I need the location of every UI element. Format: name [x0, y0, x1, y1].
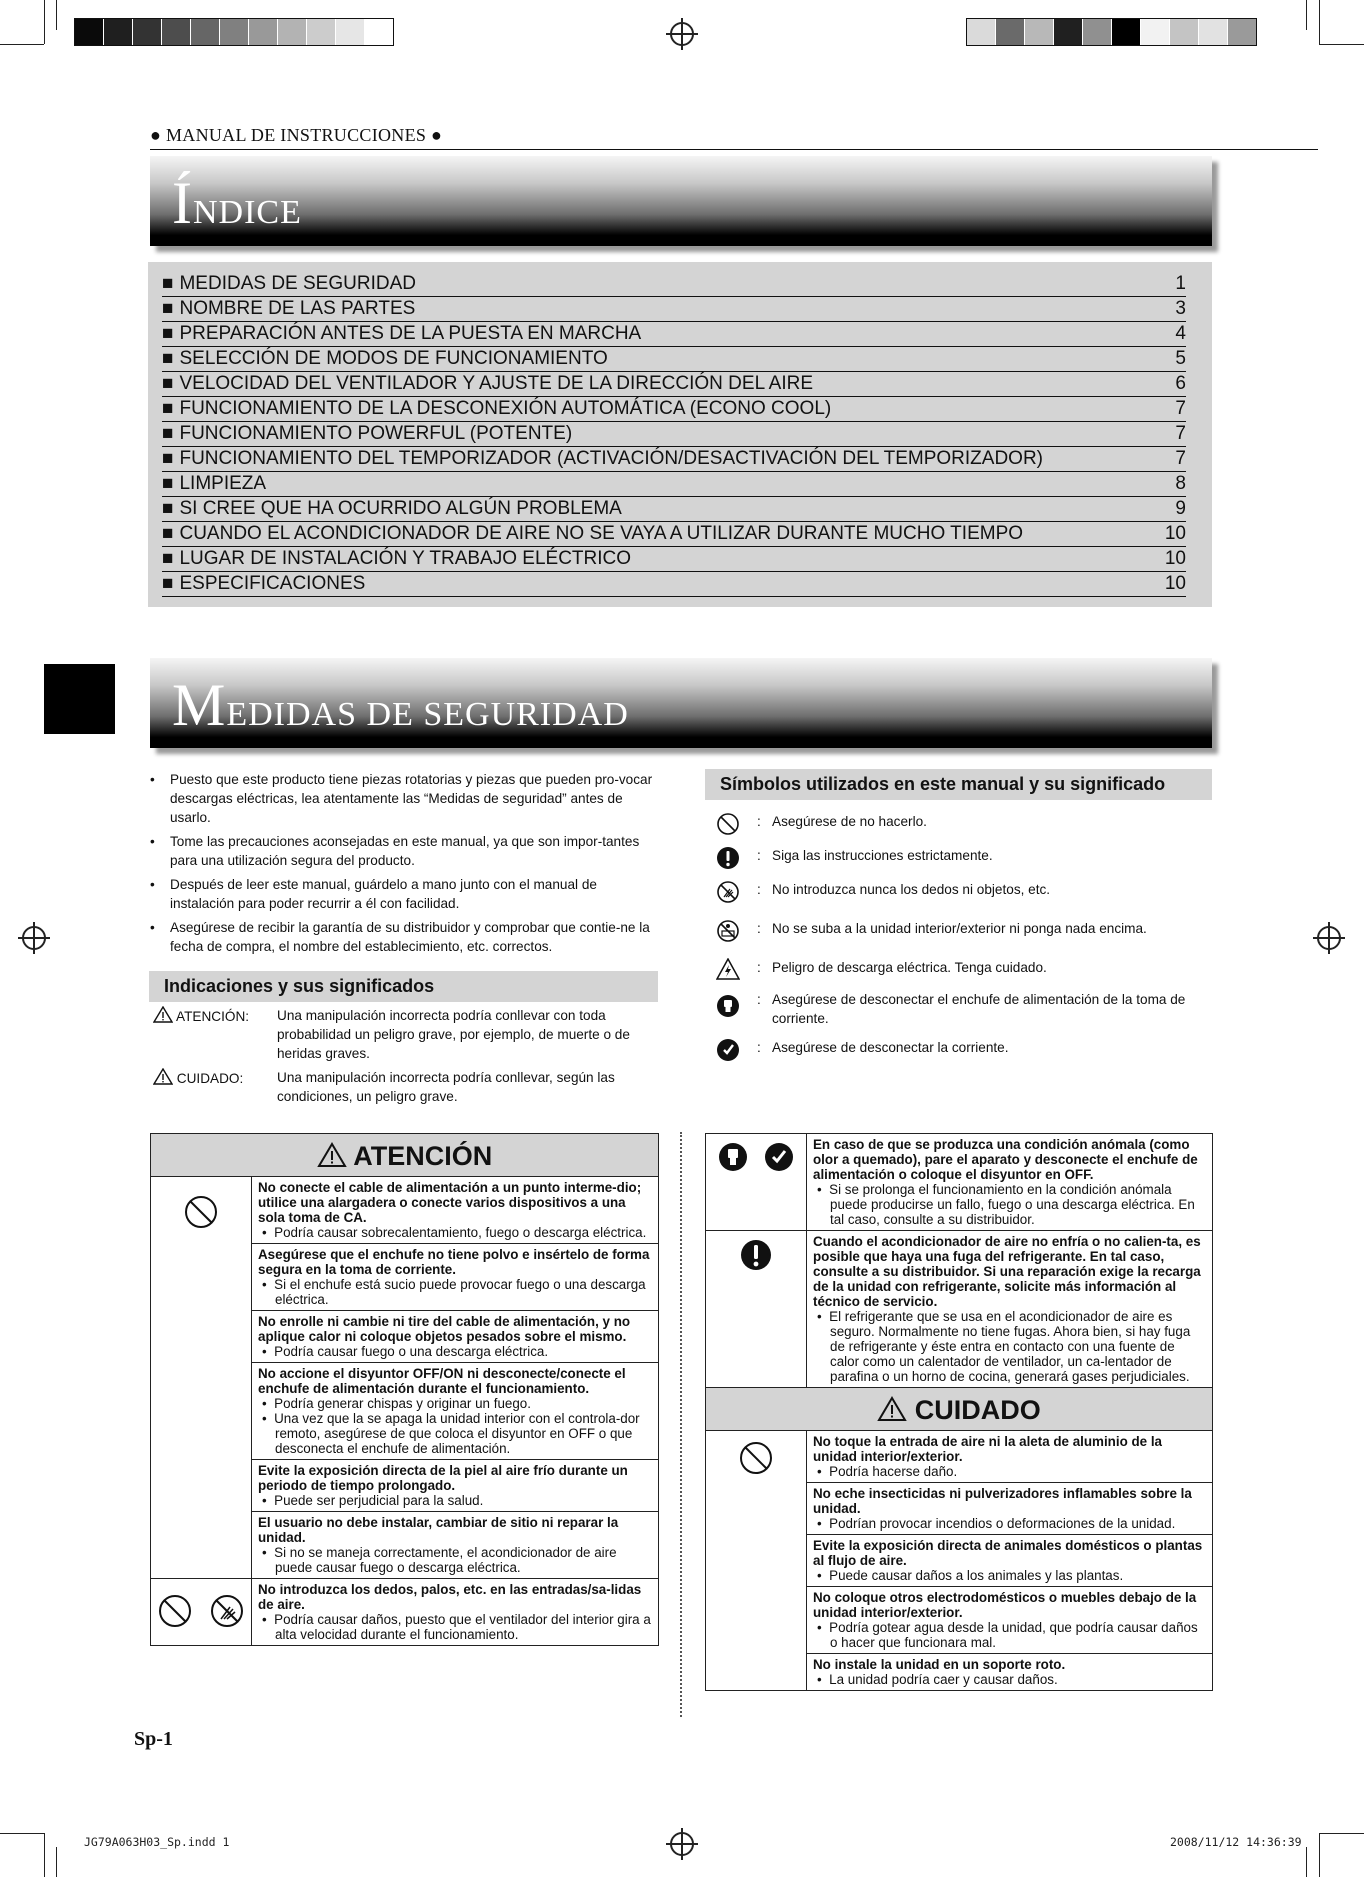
electric-shock-warning-icon — [716, 958, 740, 980]
icons-cell — [706, 1134, 807, 1231]
file-slug: JG79A063H03_Sp.indd 1 — [84, 1835, 230, 1849]
caution-item: No eche insecticidas ni pulverizadores inflamables sobre la unidad. • Podrían provocar incendios o deformaciones de la unidad. — [807, 1483, 1213, 1535]
unplug-icon — [716, 994, 740, 1018]
atencion-title: ATENCIÓN — [151, 1134, 659, 1177]
section-tab — [44, 664, 115, 734]
symbol-row: : Asegúrese de desconectar el enchufe de alimentación de la toma de corriente. — [716, 990, 1216, 1030]
prohibited-icon — [184, 1195, 218, 1229]
crop-mark — [1319, 1833, 1320, 1877]
color-bar-left — [74, 18, 394, 46]
warning-item: Asegúrese que el enchufe no tiene polvo e insértelo de forma segura en la toma de corriente. • Si el enchufe está sucio puede provocar fuego o una descarga eléctrica. — [252, 1244, 659, 1311]
index-title: ÍNDICE — [172, 170, 302, 236]
caution-item: No instale la unidad en un soporte roto. • La unidad podría caer y causar daños. — [807, 1654, 1213, 1691]
index-banner — [150, 156, 1212, 246]
crop-mark — [1306, 1847, 1307, 1877]
prohibited-icon — [158, 1594, 192, 1628]
icons-cell — [151, 1579, 252, 1646]
crop-mark — [1306, 0, 1307, 30]
registration-mark — [670, 1832, 694, 1856]
warning-triangle-icon — [153, 1006, 173, 1023]
safety-title: MEDIDAS DE SEGURIDAD — [172, 672, 629, 738]
crop-mark — [0, 1833, 44, 1834]
icons-cell — [706, 1231, 807, 1388]
crop-mark — [1319, 44, 1364, 45]
symbol-row: : Siga las instrucciones estrictamente. — [716, 846, 1216, 870]
warning-item: En caso de que se produzca una condición anómala (como olor a quemado), pare el aparato y desconecte el enchufe de alimentación o coloque el disyuntor en OFF. • Si se prolonga el funcionamiento en la condición anómala puede producirse un fallo, fuego o una descarga eléctrica. En tal caso, consulte a su distribuidor. — [807, 1134, 1213, 1231]
crop-mark — [56, 1847, 57, 1877]
toc-row[interactable]: ■ LUGAR DE INSTALACIÓN Y TRABAJO ELÉCTRICO 10 — [162, 547, 1186, 572]
color-bar-right — [966, 18, 1257, 46]
prohibited-icon — [739, 1441, 773, 1475]
column-divider — [680, 1132, 682, 1717]
safety-banner — [150, 658, 1212, 748]
indications-heading: Indicaciones y sus significados — [149, 971, 658, 1002]
caution-item: No coloque otros electrodomésticos o muebles debajo de la unidad interior/exterior. • Podría gotear agua desde la unidad, que podría causar daños o hacer que funcionara mal. — [807, 1587, 1213, 1654]
toc-row[interactable]: ■ VELOCIDAD DEL VENTILADOR Y AJUSTE DE LA DIRECCIÓN DEL AIRE 6 — [162, 372, 1186, 397]
symbol-row: : No introduzca nunca los dedos ni objetos, etc. — [716, 880, 1216, 904]
indication-row: CUIDADO: Una manipulación incorrecta podría conllevar, según las condiciones, un peligro grave. — [153, 1068, 661, 1108]
warning-triangle-icon — [317, 1142, 347, 1168]
warning-item: Evite la exposición directa de la piel al aire frío durante un periodo de tiempo prolongado. • Puede ser perjudicial para la salud. — [252, 1460, 659, 1512]
warning-triangle-icon — [153, 1068, 173, 1085]
header-rule — [150, 149, 1318, 150]
disconnect-power-icon — [716, 1038, 740, 1062]
crop-mark — [56, 0, 57, 30]
warning-item: El usuario no debe instalar, cambiar de sitio ni reparar la unidad. • Si no se maneja correctamente, el acondicionador de aire puede causar fuego o descarga eléctrica. — [252, 1512, 659, 1579]
registration-mark — [670, 22, 694, 46]
prohibited-icon-cell — [706, 1431, 807, 1691]
right-warning-table — [705, 1133, 1213, 1691]
caution-item: No toque la entrada de aire ni la aleta de aluminio de la unidad interior/exterior. • Podría hacerse daño. — [807, 1431, 1213, 1483]
mandatory-icon — [740, 1239, 772, 1271]
print-datetime: 2008/11/12 14:36:39 — [1170, 1835, 1302, 1849]
no-fingers-icon — [716, 880, 740, 904]
toc-row[interactable]: ■ FUNCIONAMIENTO DE LA DESCONEXIÓN AUTOMÁTICA (ECONO COOL) 7 — [162, 397, 1186, 422]
no-climbing-icon — [716, 919, 740, 943]
cuidado-title: CUIDADO — [706, 1388, 1213, 1431]
crop-mark — [1319, 0, 1320, 44]
intro-bullet: • Puesto que este producto tiene piezas rotatorias y piezas que pueden pro-vocar descargas eléctricas, lea atentamente las “Medidas de seguridad” antes de usarlo. — [150, 772, 653, 825]
symbol-row: : Peligro de descarga eléctrica. Tenga cuidado. — [716, 958, 1216, 982]
toc-row[interactable]: ■ SELECCIÓN DE MODOS DE FUNCIONAMIENTO 5 — [162, 347, 1186, 372]
symbol-row: : Asegúrese de no hacerlo. — [716, 812, 1216, 836]
atencion-table — [150, 1133, 659, 1646]
symbols-heading: Símbolos utilizados en este manual y su significado — [705, 769, 1212, 800]
toc-row[interactable]: ■ CUANDO EL ACONDICIONADOR DE AIRE NO SE VAYA A UTILIZAR DURANTE MUCHO TIEMPO 10 — [162, 522, 1186, 547]
unplug-icon — [718, 1142, 748, 1172]
mandatory-icon — [716, 846, 740, 870]
intro-bullet: • Después de leer este manual, guárdelo a mano junto con el manual de instalación para poder recurrir a él con facilidad. — [150, 877, 597, 911]
crop-mark — [0, 44, 44, 45]
warning-triangle-icon — [877, 1396, 907, 1422]
toc-row[interactable]: ■ NOMBRE DE LAS PARTES 3 — [162, 297, 1186, 322]
toc-row[interactable]: ■ LIMPIEZA 8 — [162, 472, 1186, 497]
crop-mark — [44, 0, 45, 44]
caution-item: Evite la exposición directa de animales domésticos o plantas al flujo de aire. • Puede causar daños a los animales y las plantas. — [807, 1535, 1213, 1587]
warning-item: No introduzca los dedos, palos, etc. en las entradas/sa-lidas de aire. • Podría causar daños, puesto que el ventilador del interior gira a alta velocidad durante el funcionamiento. — [252, 1579, 659, 1646]
registration-mark — [1317, 926, 1341, 950]
toc-row[interactable]: ■ PREPARACIÓN ANTES DE LA PUESTA EN MARCHA 4 — [162, 322, 1186, 347]
page-number: Sp-1 — [134, 1728, 173, 1750]
no-fingers-icon — [210, 1594, 244, 1628]
manual-header: ● MANUAL DE INSTRUCCIONES ● — [150, 125, 443, 145]
warning-item: No accione el disyuntor OFF/ON ni desconecte/conecte el enchufe de alimentación durante el funcionamiento. • Podría generar chispas y originar un fuego. • Una vez que la se apaga la unidad interior con el controla-dor remoto, asegúrese de que coloca el disyuntor en OFF o que desconecta el enchufe de alimentación. — [252, 1363, 659, 1460]
symbol-row: : No se suba a la unidad interior/exterior ni ponga nada encima. — [716, 919, 1216, 943]
toc-row[interactable]: ■ FUNCIONAMIENTO DEL TEMPORIZADOR (ACTIVACIÓN/DESACTIVACIÓN DEL TEMPORIZADOR) 7 — [162, 447, 1186, 472]
warning-item: Cuando el acondicionador de aire no enfría o no calien-ta, es posible que haya una fuga del refrigerante. En tal caso, consulte a su distribuidor. Si una reparación exige la recarga de la unidad con refrigerante, solicite más información al técnico de servicio. • El refrigerante que se usa en el acondicionador de aire es seguro. Normalmente no tiene fugas. Ahora bien, si hay fuga de refrigerante y éste entra en contacto con una fuente de calor como un calentador de ventilador, un ca-lentador de parafina o un horno de cocina, generará gases perjudiciales. — [807, 1231, 1213, 1388]
table-of-contents — [148, 262, 1212, 607]
intro-bullet: • Asegúrese de recibir la garantía de su distribuidor y comprobar que contie-ne la fecha de compra, el nombre del establecimiento, etc. correctos. — [150, 920, 650, 954]
prohibited-icon — [716, 812, 740, 836]
toc-row[interactable]: ■ FUNCIONAMIENTO POWERFUL (POTENTE) 7 — [162, 422, 1186, 447]
warning-item: No enrolle ni cambie ni tire del cable de alimentación, y no aplique calor ni coloque objetos pesados sobre el mismo. • Podría causar fuego o una descarga eléctrica. — [252, 1311, 659, 1363]
crop-mark — [1319, 1833, 1364, 1834]
toc-row[interactable]: ■ SI CREE QUE HA OCURRIDO ALGÚN PROBLEMA 9 — [162, 497, 1186, 522]
prohibited-icon-cell — [151, 1177, 252, 1579]
toc-row[interactable]: ■ ESPECIFICACIONES 10 — [162, 572, 1186, 597]
disconnect-power-icon — [764, 1142, 794, 1172]
toc-row[interactable]: ■ MEDIDAS DE SEGURIDAD 1 — [162, 272, 1186, 297]
warning-item: No conecte el cable de alimentación a un punto interme-dio; utilice una alargadera o conecte varios dispositivos a una sola toma de CA. • Podría causar sobrecalentamiento, fuego o descarga eléctrica. — [252, 1177, 659, 1244]
intro-bullet: • Tome las precauciones aconsejadas en este manual, ya que son impor-tantes para una utilización segura del producto. — [150, 834, 640, 868]
symbol-row: : Asegúrese de desconectar la corriente. — [716, 1038, 1216, 1062]
registration-mark — [22, 926, 46, 950]
indication-row: ATENCIÓN: Una manipulación incorrecta podría conllevar con toda probabilidad un peligro grave, por ejemplo, de muerte o de heridas graves. — [153, 1006, 661, 1061]
crop-mark — [44, 1833, 45, 1877]
